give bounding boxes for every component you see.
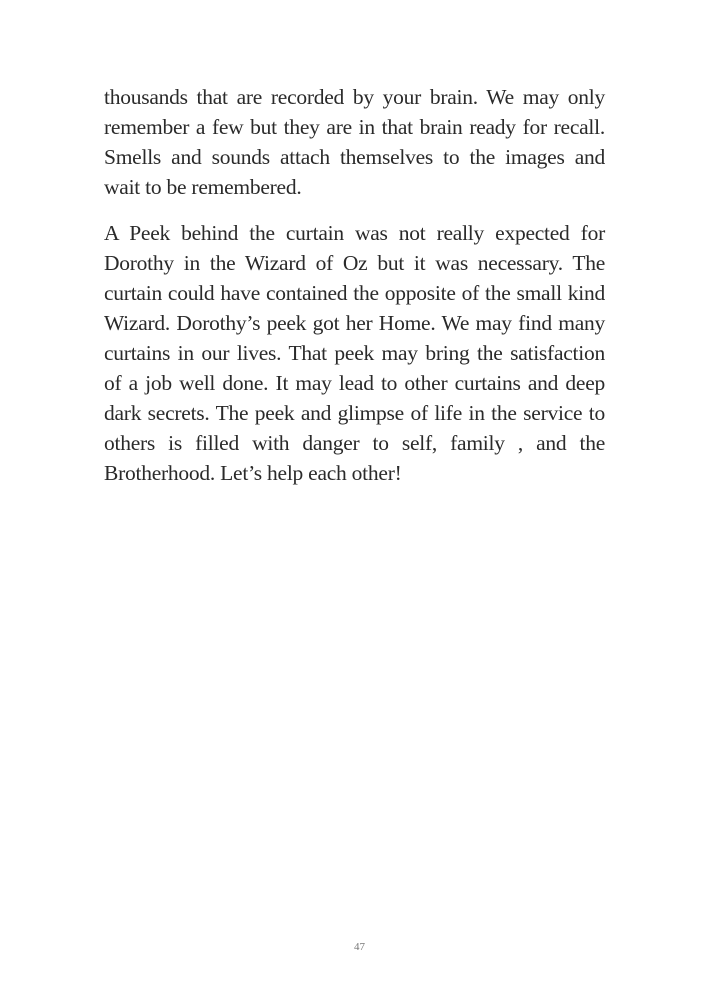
body-text — [104, 82, 605, 504]
paragraph-1: thousands that are recorded by your brain. We may only remember a few but they are in that brain ready for recall. Smells and sounds attach themselves to the images and wait to be remembered. — [104, 85, 605, 199]
paragraph-2: A Peek behind the curtain was not really expected for Dorothy in the Wizard of Oz but it was necessary. The curtain could have contained the opposite of the small kind Wizard. Dorothy’s peek got her Home. We may find many curtains in our lives. That peek may bring the satisfaction of a job well done. It may lead to other curtains and deep dark secrets. The peek and glimpse of life in the service to others is filled with danger to self, family , and the Brotherhood. Let’s help each other! — [104, 221, 605, 485]
page-number: 47 — [354, 941, 365, 953]
